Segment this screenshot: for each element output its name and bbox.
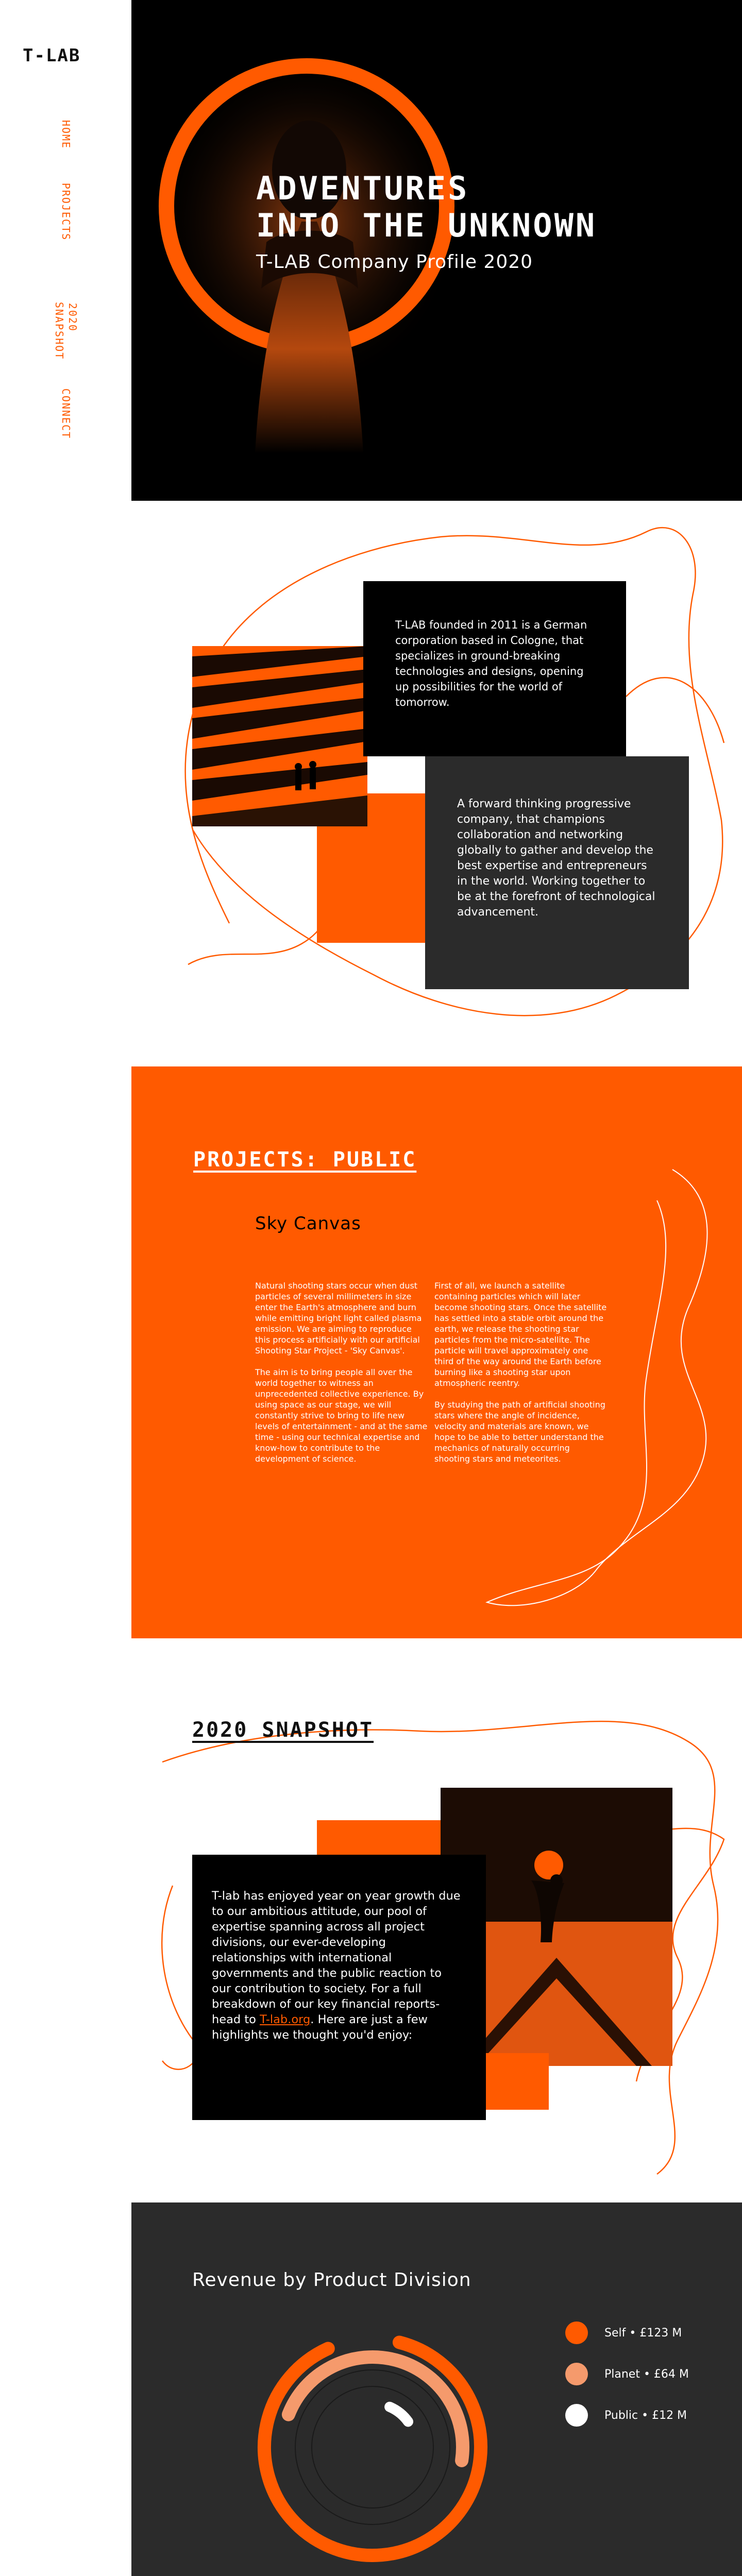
donut-arc-public — [390, 2407, 408, 2422]
revenue-donut-chart — [244, 2318, 501, 2576]
legend-dot — [565, 2404, 588, 2427]
legend-dot — [565, 2321, 588, 2344]
hero-subtitle: T-LAB Company Profile 2020 — [256, 251, 533, 273]
project-title: Sky Canvas — [255, 1213, 361, 1234]
hero-title — [256, 170, 597, 244]
hero-title-line2: INTO THE UNKNOWN — [256, 207, 597, 244]
legend-item-self — [565, 2320, 682, 2345]
hero-section — [131, 0, 742, 501]
project-column-2 — [434, 1280, 608, 1475]
snapshot-text-after: . Here are just a few highlights we thought you'd enjoy: — [212, 2013, 428, 2042]
project-paragraph: First of all, we launch a satellite containing particles which will later become shooting stars. Once the satellite has settled into a stable orbit around the earth, we release the shooting star particles from the micro-satellite. The particle will travel approximately one third of the way around the Earth before burning like a shooting star upon atmospheric reentry. — [434, 1281, 607, 1388]
nav-connect[interactable]: CONNECT — [60, 388, 72, 439]
sidebar — [0, 0, 131, 2576]
donut-guide-ring — [312, 2386, 433, 2508]
hero-title-line1: ADVENTURES — [256, 170, 469, 207]
legend-dot — [565, 2363, 588, 2385]
hero-image — [131, 0, 742, 501]
legend-label: Planet • £64 M — [604, 2367, 689, 2381]
project-paragraph: The aim is to bring people all over the world together to witness an unprecedented collective experience. By using space as our stage, we will constantly strive to bring to life new levels of entertainment - and at the same time - using our technical expertise and know-how to contribute to the development of science. — [255, 1367, 428, 1464]
about-tunnel-image — [192, 646, 367, 826]
financial-report-link[interactable]: T-lab.org — [260, 2013, 311, 2026]
snapshot-card — [192, 1855, 486, 2120]
legend-item-public — [565, 2403, 687, 2428]
snapshot-accent-block-2 — [482, 2053, 549, 2110]
project-paragraph: Natural shooting stars occur when dust particles of several millimeters in size enter the Earth's atmosphere and burn while emitting bright light called plasma emission. We are aiming to reproduce this process artificially with our artificial Shooting Star Project - 'Sky Canvas'. — [255, 1281, 422, 1355]
logo[interactable]: T-LAB — [23, 45, 81, 66]
project-paragraph: By studying the path of artificial shooting stars where the angle of incidence, velocity and materials are known, we hope to be able to better understand the mechanics of naturally occurring shooting stars and meteorites. — [434, 1400, 605, 1464]
snapshot-text-before: T-lab has enjoyed year on year growth due to our ambitious attitude, our pool of expertise spanning across all project divisions, our ever-developing relationships with international governments and the public reaction to our contribution to society. For a full breakdown of our key financial reports-head to — [212, 1889, 461, 2026]
projects-section — [131, 1066, 742, 1638]
nav-home[interactable]: HOME — [60, 120, 72, 149]
about-intro-text: T-LAB founded in 2011 is a German corporation based in Cologne, that specializes in ground-breaking technologies and designs, opening up possibilities for the world of tomorrow. — [395, 619, 587, 708]
donut-arc-self — [264, 2343, 481, 2555]
about-mission-text: A forward thinking progressive company, that champions collaboration and networking globally to gather and develop the best expertise and entrepreneurs in the world. Working together to be at the forefront of technological advancement. — [457, 798, 655, 919]
legend-label: Public • £12 M — [604, 2409, 687, 2422]
legend-item-planet — [565, 2362, 689, 2386]
revenue-section — [131, 2202, 742, 2576]
about-card-mission — [425, 756, 689, 989]
projects-heading: PROJECTS: PUBLIC — [193, 1148, 417, 1172]
snapshot-heading: 2020 SNAPSHOT — [192, 1718, 374, 1742]
revenue-title: Revenue by Product Division — [192, 2269, 471, 2291]
project-column-1 — [255, 1280, 428, 1475]
nav-snapshot[interactable]: 2020 SNAPSHOT — [53, 302, 79, 360]
donut-arc-planet — [289, 2357, 463, 2461]
snapshot-text — [212, 1888, 461, 2043]
legend-label: Self • £123 M — [604, 2326, 682, 2340]
nav-projects[interactable]: PROJECTS — [60, 182, 72, 241]
about-card-intro — [363, 581, 626, 756]
donut-guide-ring — [295, 2370, 450, 2524]
